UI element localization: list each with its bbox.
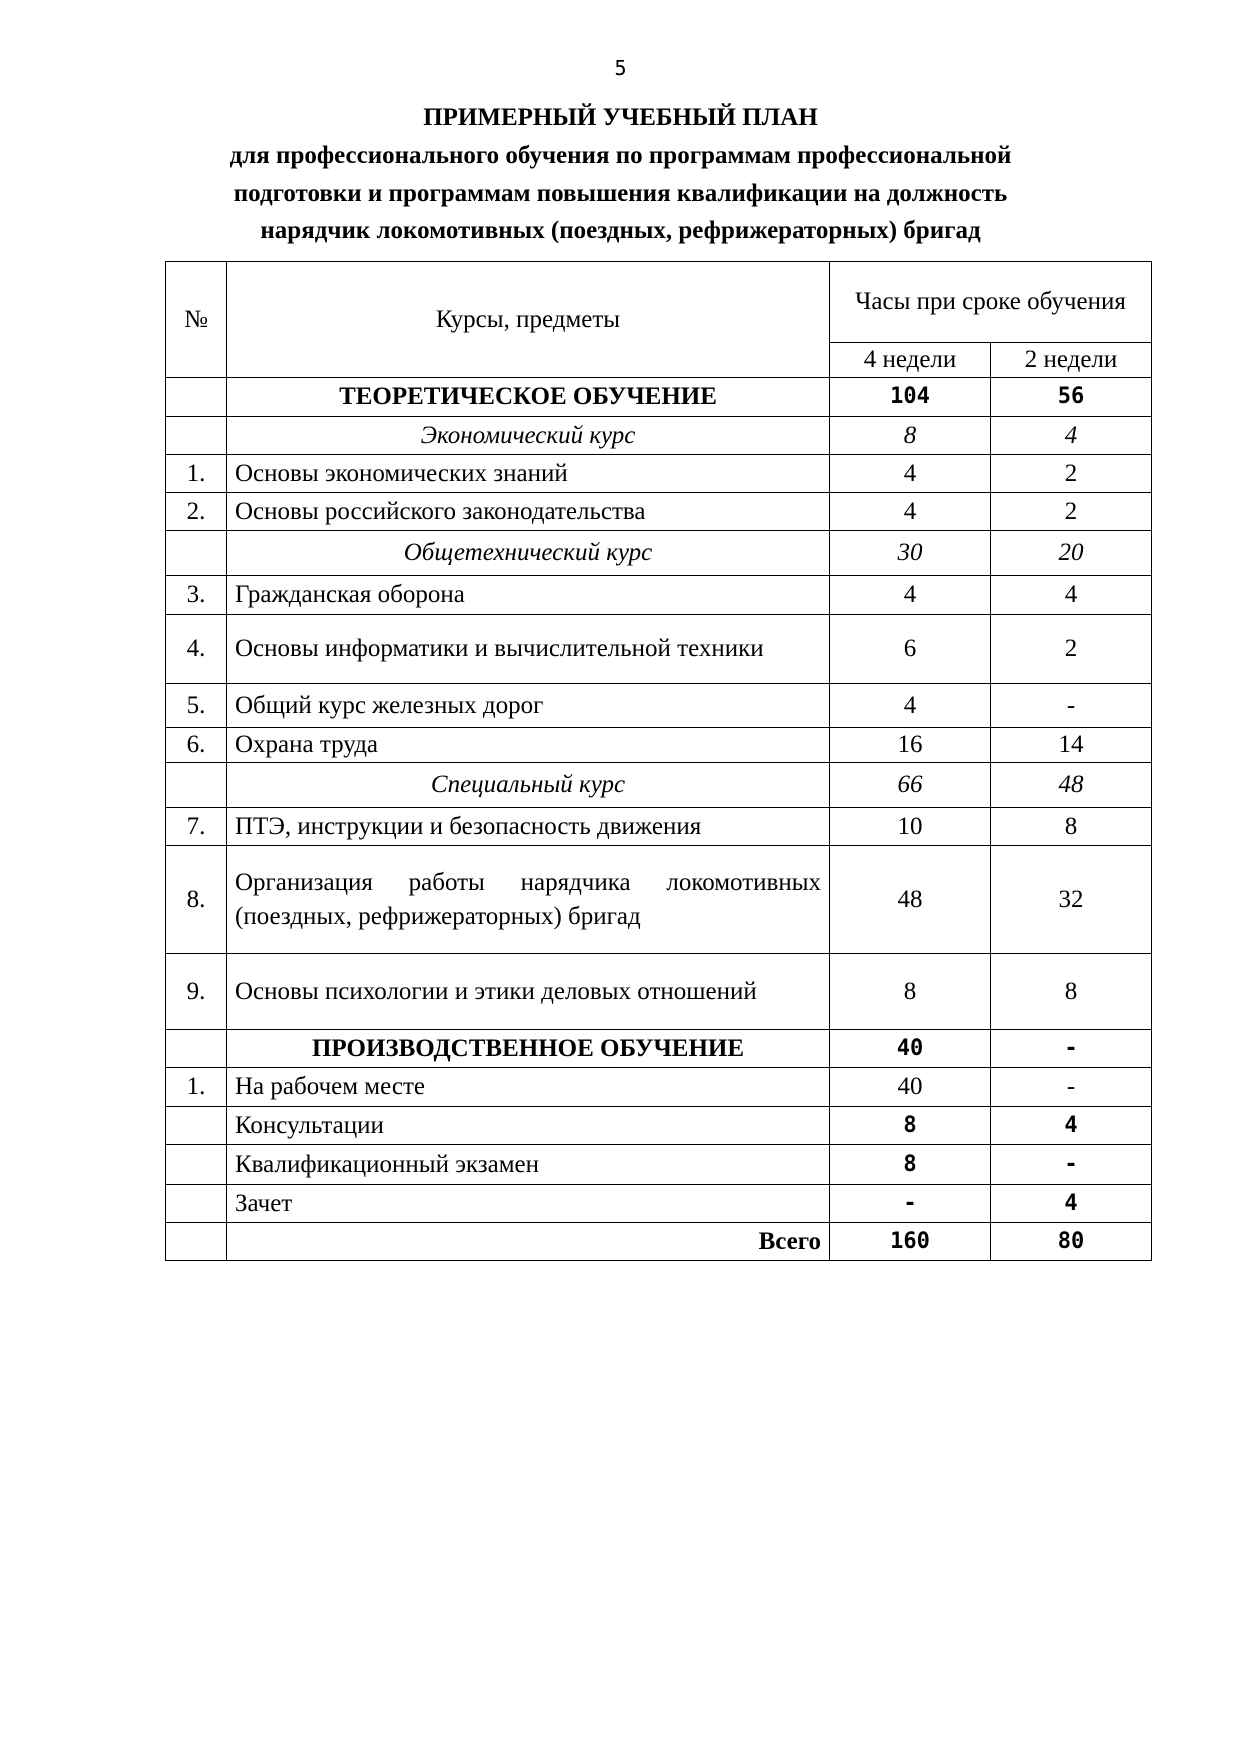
row-number: 1. bbox=[166, 455, 227, 493]
hours-2-weeks: - bbox=[991, 1145, 1152, 1185]
hours-4-weeks: 8 bbox=[830, 417, 991, 455]
subject-name: ПТЭ, инструкции и безопасность движения bbox=[227, 808, 830, 846]
hours-4-weeks: 48 bbox=[830, 846, 991, 954]
table-row bbox=[166, 728, 1152, 763]
table-row bbox=[166, 846, 1152, 954]
table-row bbox=[166, 954, 1152, 1030]
hours-2-weeks: 2 bbox=[991, 615, 1152, 684]
hours-4-weeks: 160 bbox=[830, 1223, 991, 1261]
hours-4-weeks: 40 bbox=[830, 1068, 991, 1107]
subject-name: Гражданская оборона bbox=[227, 576, 830, 615]
row-number: 4. bbox=[166, 615, 227, 684]
header-2-weeks: 2 недели bbox=[991, 343, 1152, 378]
header-hours: Часы при сроке обучения bbox=[830, 262, 1152, 343]
hours-2-weeks: 14 bbox=[991, 728, 1152, 763]
subject-name: Специальный курс bbox=[227, 763, 830, 808]
row-number bbox=[166, 1145, 227, 1185]
hours-2-weeks: 4 bbox=[991, 1107, 1152, 1145]
hours-2-weeks: 80 bbox=[991, 1223, 1152, 1261]
subject-name: Общетехнический курс bbox=[227, 531, 830, 576]
header-4-weeks: 4 недели bbox=[830, 343, 991, 378]
row-number: 6. bbox=[166, 728, 227, 763]
row-number: 5. bbox=[166, 684, 227, 728]
hours-2-weeks: 8 bbox=[991, 954, 1152, 1030]
hours-2-weeks: - bbox=[991, 684, 1152, 728]
subject-name: Основы информатики и вычислительной техники bbox=[227, 615, 830, 684]
row-number: 3. bbox=[166, 576, 227, 615]
row-number bbox=[166, 1223, 227, 1261]
row-number: 2. bbox=[166, 493, 227, 531]
subject-name: Экономический курс bbox=[227, 417, 830, 455]
subject-name: Организация работы нарядчика локомотивных (поездных, рефрижераторных) бригад bbox=[227, 846, 830, 954]
subtitle-line: нарядчик локомотивных (поездных, рефрижераторных) бригад bbox=[260, 217, 981, 244]
row-number: 7. bbox=[166, 808, 227, 846]
subject-name: Основы экономических знаний bbox=[227, 455, 830, 493]
table-row bbox=[166, 1107, 1152, 1145]
curriculum-table bbox=[165, 261, 1152, 1261]
row-number: 9. bbox=[166, 954, 227, 1030]
hours-2-weeks: 56 bbox=[991, 378, 1152, 417]
hours-4-weeks: 16 bbox=[830, 728, 991, 763]
row-number: 1. bbox=[166, 1068, 227, 1107]
table-row bbox=[166, 615, 1152, 684]
hours-4-weeks: 4 bbox=[830, 455, 991, 493]
subject-name: Зачет bbox=[227, 1185, 830, 1223]
table-row bbox=[166, 493, 1152, 531]
table-row bbox=[166, 1030, 1152, 1068]
table-row bbox=[166, 1068, 1152, 1107]
subject-name: Общий курс железных дорог bbox=[227, 684, 830, 728]
hours-4-weeks: 8 bbox=[830, 954, 991, 1030]
page-number: 5 bbox=[614, 56, 627, 80]
subtitle-line: для профессионального обучения по программам профессиональной bbox=[229, 142, 1012, 169]
subject-name: ПРОИЗВОДСТВЕННОЕ ОБУЧЕНИЕ bbox=[227, 1030, 830, 1068]
table-row bbox=[166, 576, 1152, 615]
hours-4-weeks: - bbox=[830, 1185, 991, 1223]
table-row bbox=[166, 455, 1152, 493]
hours-4-weeks: 104 bbox=[830, 378, 991, 417]
hours-2-weeks: 20 bbox=[991, 531, 1152, 576]
hours-4-weeks: 4 bbox=[830, 684, 991, 728]
title: ПРИМЕРНЫЙ УЧЕБНЫЙ ПЛАН bbox=[423, 104, 818, 131]
hours-2-weeks: 2 bbox=[991, 493, 1152, 531]
hours-2-weeks: 4 bbox=[991, 417, 1152, 455]
table-row bbox=[166, 808, 1152, 846]
row-number bbox=[166, 378, 227, 417]
hours-2-weeks: - bbox=[991, 1068, 1152, 1107]
subtitle-line: подготовки и программам повышения квалификации на должность bbox=[233, 180, 1008, 207]
header-num: № bbox=[166, 262, 227, 378]
hours-2-weeks: 48 bbox=[991, 763, 1152, 808]
hours-4-weeks: 4 bbox=[830, 493, 991, 531]
table-row bbox=[166, 531, 1152, 576]
subject-name: На рабочем месте bbox=[227, 1068, 830, 1107]
hours-4-weeks: 30 bbox=[830, 531, 991, 576]
subject-name: Охрана труда bbox=[227, 728, 830, 763]
hours-2-weeks: 8 bbox=[991, 808, 1152, 846]
table-row bbox=[166, 684, 1152, 728]
row-number bbox=[166, 1107, 227, 1145]
hours-2-weeks: 32 bbox=[991, 846, 1152, 954]
table-row bbox=[166, 763, 1152, 808]
table-row bbox=[166, 1145, 1152, 1185]
hours-4-weeks: 40 bbox=[830, 1030, 991, 1068]
row-number bbox=[166, 531, 227, 576]
row-number bbox=[166, 1030, 227, 1068]
subject-name: Основы психологии и этики деловых отношений bbox=[227, 954, 830, 1030]
row-number: 8. bbox=[166, 846, 227, 954]
row-number bbox=[166, 1185, 227, 1223]
hours-4-weeks: 10 bbox=[830, 808, 991, 846]
table-row bbox=[166, 1185, 1152, 1223]
hours-2-weeks: 4 bbox=[991, 1185, 1152, 1223]
hours-2-weeks: 4 bbox=[991, 576, 1152, 615]
hours-4-weeks: 4 bbox=[830, 576, 991, 615]
subject-name: Всего bbox=[227, 1223, 830, 1261]
table-row bbox=[166, 1223, 1152, 1261]
table-row bbox=[166, 378, 1152, 417]
row-number bbox=[166, 763, 227, 808]
subject-name: Основы российского законодательства bbox=[227, 493, 830, 531]
row-number bbox=[166, 417, 227, 455]
hours-4-weeks: 8 bbox=[830, 1107, 991, 1145]
table-row bbox=[166, 417, 1152, 455]
subject-name: Квалификационный экзамен bbox=[227, 1145, 830, 1185]
header-subject: Курсы, предметы bbox=[227, 262, 830, 378]
subject-name: Консультации bbox=[227, 1107, 830, 1145]
hours-2-weeks: 2 bbox=[991, 455, 1152, 493]
hours-4-weeks: 66 bbox=[830, 763, 991, 808]
hours-4-weeks: 8 bbox=[830, 1145, 991, 1185]
hours-4-weeks: 6 bbox=[830, 615, 991, 684]
subject-name: ТЕОРЕТИЧЕСКОЕ ОБУЧЕНИЕ bbox=[227, 378, 830, 417]
hours-2-weeks: - bbox=[991, 1030, 1152, 1068]
